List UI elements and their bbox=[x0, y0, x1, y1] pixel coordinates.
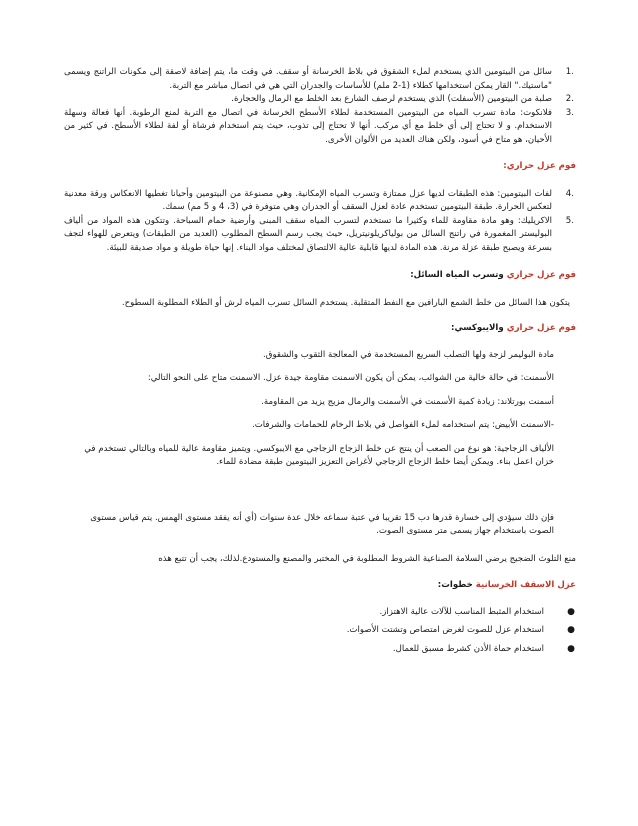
section-heading-epoxy bbox=[64, 322, 576, 336]
item-number: 2. bbox=[565, 94, 574, 104]
bullet-item bbox=[64, 624, 576, 638]
heading-red-part: فوم عزل حراري bbox=[506, 270, 576, 280]
bullet-text: استخدام حماة الأذن كشرط مسبق للعمال. bbox=[392, 643, 544, 654]
item-text: صلبة من البيتومين (الأسفلت) الذي يستخدم لرصف الشارع بعد الخلط مع الرمال والحجارة. bbox=[231, 94, 552, 104]
bullet-dot-icon: ● bbox=[567, 625, 575, 635]
heading-red-part: فوم عزل حراري bbox=[506, 323, 576, 333]
list-item bbox=[64, 188, 576, 215]
paragraph-noise: فإن ذلك سيؤدي إلى خسارة قدرها دب 15 تقريبا في عتبة سماعه خلال عدة سنوات (أي أنه يفقد مستوى الهمس. يتم قياس مستوى الصوت باستخدام جهاز يسمى متر مستوى الصوت. bbox=[90, 512, 554, 536]
section-heading-steps bbox=[64, 579, 576, 593]
list-item bbox=[64, 93, 576, 107]
item-number: 3. bbox=[565, 107, 574, 118]
item-text: فلانكوت: مادة تسرب المياه من البيتومين المستخدمة لطلاء الأسطح الخرسانة في اتصال مع التربة لمنع الرطوبة. أنها فعالة وسهلة الاستخدام. و لا تحتاج إلى أي خلط مع أي مركب. أنها لا تحتاج إلى تذوب، حيث يتم استخدام فرشاة أو لفة لطلاء الأسطح. في كثير من الأحيان، هو متاح في أسود، ولكن هناك العديد من الألوان الأخرى. bbox=[64, 107, 552, 145]
list-item bbox=[64, 66, 576, 93]
paragraph: -الاسمنت الأبيض: يتم استخدامه لملء الفواصل في بلاط الرخام للحمامات والشرفات. bbox=[251, 420, 554, 430]
section-heading-thermal: فوم عزل حراري: bbox=[503, 161, 576, 171]
list-item bbox=[64, 215, 576, 256]
heading-red-part: عزل الاسقف الخرسانية bbox=[475, 580, 576, 590]
item-number: 4. bbox=[565, 188, 574, 199]
paragraph-paraffin: يتكون هذا السائل من خلط الشمع البارافين مع النفط المتقلبة. يستخدم السائل تسرب المياه لرش أو الطلاء المطلوبة السطوح. bbox=[121, 297, 570, 308]
item-number: 5. bbox=[565, 215, 574, 226]
steps-bullet-list bbox=[64, 606, 576, 657]
item-text: سائل من البيتومين الذي يستخدم لملء الشقوق في بلاط الخرسانة أو سقف. في وقت ما، يتم إضافة لاصقة إلى مكونات الراتنج ويسمى "ماستيك." القار يمكن استخدامها كطلاء (1-2 ملم) للأساسات والجدران التي هي في اتصال مباشر مع التربة. bbox=[64, 67, 552, 91]
item-number: 1. bbox=[565, 67, 574, 77]
item-text: الاكريليك: وهو مادة مقاومة للماء وكثيرا ما تستخدم لتسرب المياه سقف المبنى وأرضية حمام السباحة. وتتكون هذه المواد من ألياف البوليستر المغمورة في راتنج السائل من بولياكريلونيتريل، حيث يجب رسم السطح المطلوب (العديد من الطبقات) ويتعرض للهواء لتجف بسرعة ويصبح طبقة عزلة مرنة. هذه المادة لديها قابلية عالية الالتصاق لمختلف مواد البناء. إنها حياة طويلة و مواد صديقة للبيئة. bbox=[64, 215, 552, 253]
epoxy-paragraphs bbox=[64, 349, 576, 470]
paragraph: الأسمنت: في حالة خالية من الشوائب، يمكن أن يكون الاسمنت مقاومة جيدة عزل. الاسمنت متاح على النحو التالي: bbox=[147, 373, 554, 383]
bullet-item bbox=[64, 606, 576, 620]
bullet-text: استخدام المثبط المناسب للآلات عالية الاهتزاز. bbox=[379, 606, 544, 617]
paragraph-safety: منع التلوث الضجيج يرضي السلامة الصناعية الشروط المطلوبة في المختبر والمصنع والمستودع.لذلك، يجب أن تتبع هذه bbox=[158, 553, 576, 564]
item-text: لفات البيتومين: هذه الطبقات لديها عزل ممتازة وتسرب المياه الإمكانية. وهي مصنوعة من البيتومين وأحيانا تغطيها الانعكاس ورقة معدنية لتعكس الحرارة. طبقة البيتومين تستخدم عادة لعزل السقف أو الجدران وهي متوفرة في (3، 4 و 5 مم) سمك. bbox=[64, 188, 552, 212]
paragraph: الألياف الزجاجية: هو نوع من الصعب أن ينتج عن خلط الزجاج الزجاجي مع الايبوكسي. ويتميز مقاومة عالية للمياه وبالتالي تستخدم في خزان اعمل بناء. ويمكن أيضا خلط الزجاج الزجاجي لأغراض التعزيز البيتومين طبقة مضادة للماء. bbox=[84, 443, 554, 467]
paragraph: أسمنت بورتلاند: زيادة كمية الأسمنت في الأسمنت والرمال مزيج يزيد من المقاومة. bbox=[261, 396, 554, 407]
heading-dark-part: خطوات: bbox=[437, 580, 473, 590]
heading-dark-part: والايبوكسي: bbox=[451, 323, 504, 333]
heading-dark-part: وتسرب المياه السائل: bbox=[410, 270, 504, 280]
bullet-item bbox=[64, 643, 576, 657]
bullet-dot-icon: ● bbox=[567, 606, 575, 617]
paragraph: مادة البوليمر لزجة ولها التصلب السريع المستخدمة في المعالجة الثقوب والشقوق. bbox=[263, 349, 554, 360]
bullet-dot-icon: ● bbox=[567, 643, 575, 654]
document-page bbox=[64, 66, 576, 656]
bullet-text: استخدام عزل للصوت لغرض امتصاص وتشتت الأصوات. bbox=[346, 625, 544, 635]
numbered-list-a bbox=[64, 66, 576, 147]
section-heading-liquid bbox=[64, 269, 576, 283]
list-item bbox=[64, 107, 576, 148]
numbered-list-b bbox=[64, 188, 576, 256]
